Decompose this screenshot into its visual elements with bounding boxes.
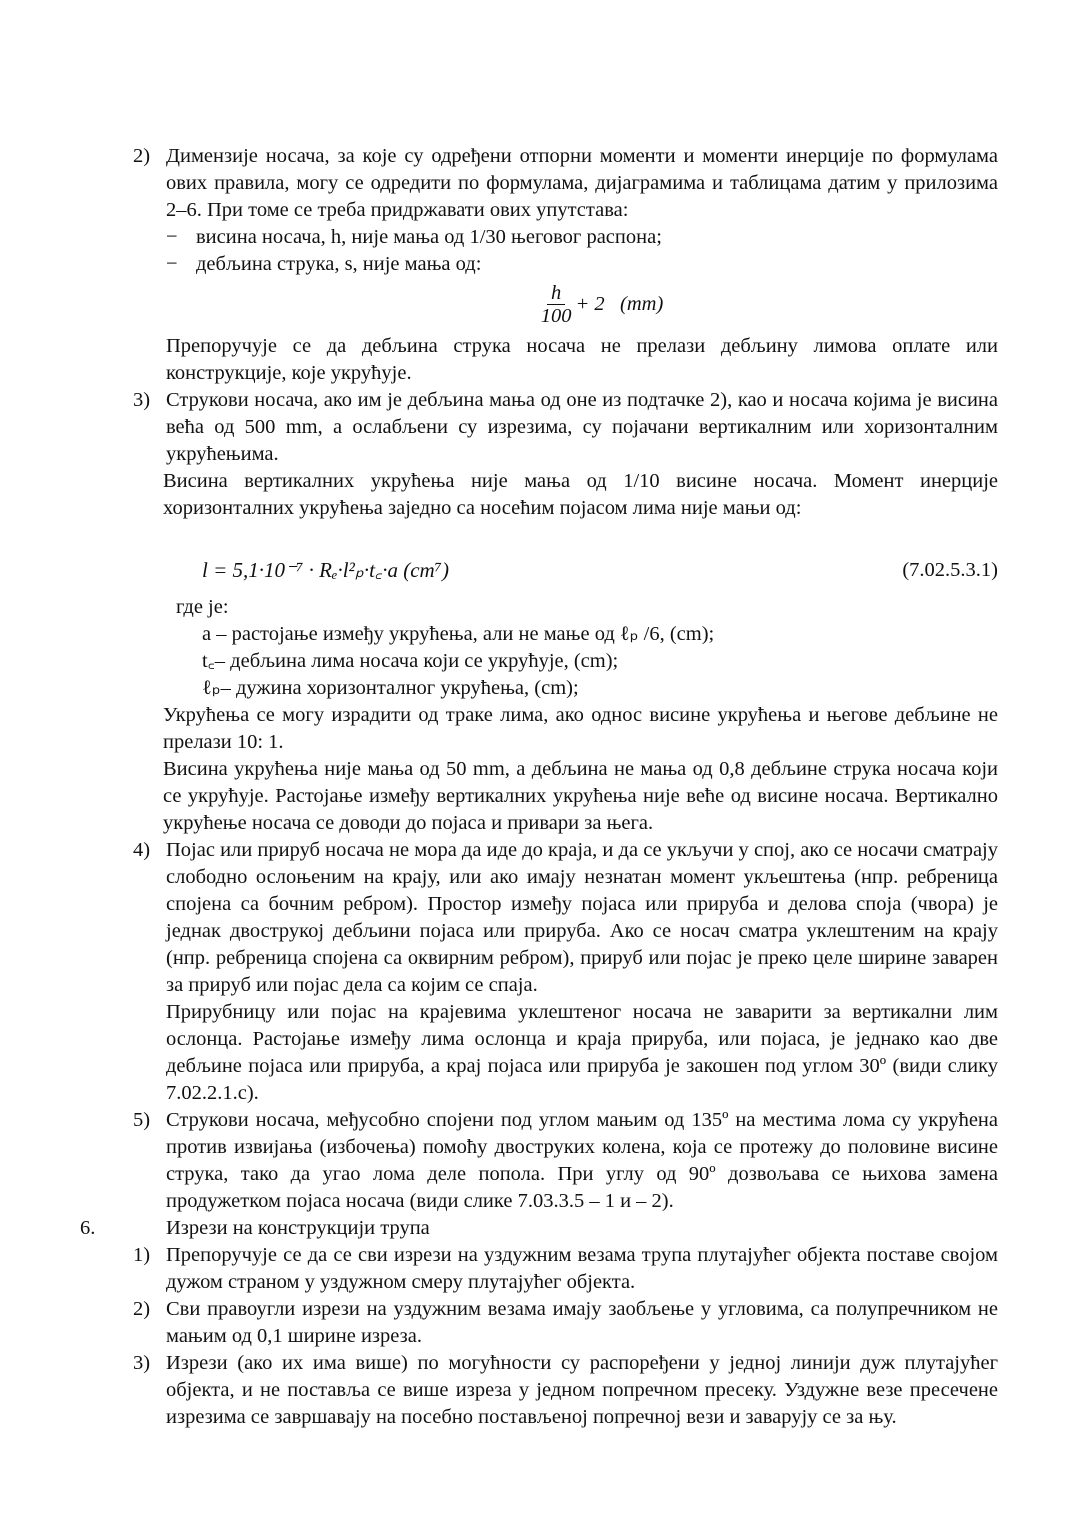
paragraph: Појас или прируб носача не мора да иде до краја, и да се укључи у спој, ако се носачи сматрају слободно ослоњеним на крају, или ако имају незнатан момент укљештења (нпр. ребреница спојена са бочним ребром). Простор између појаса или прируба и делова споја (чвора) је једнак двострукој дебљини појаса или прируба. Ако се носач сматра уклештеним на крају (нпр. ребреница спојена са оквирним ребром), прируб или појас је преко целе ширине заварен за прируб или појас дела са којим се спаја. [166,839,998,996]
definition: ℓₚ– дужина хоризонталног укрућења, (cm); [202,677,579,699]
formula-h-100: h 100 + 2 (mm) [540,282,664,327]
item-number: 2) [133,145,151,167]
paragraph: Висина укрућења није мања од 50 mm, а дебљина не мања од 0,8 дебљине струка носача који се укрућује. Растојање између вертикалних укрућења није веће од висине носача. Вертикално укрућење носача се доводи до појаса и привари за њега. [163,758,998,834]
item-2 [133,143,998,387]
section-number: 6. [80,1217,96,1239]
section-title: Изрези на конструкцији трупа [166,1217,430,1239]
item-5 [133,1107,998,1215]
section-6-item-3: 3) Изрези (ако их има више) по могућности су распоређени у једној линији дуж плутајућег објекта, и не поставља се више изреза у једном попречном пресеку. Уздужне везе пресечене изрезима се завршавају на посебно постављеној попречној вези и заварују се за њу. [166,1350,998,1431]
formula-number: (7.02.5.3.1) [902,558,998,581]
section-6-item-1: 1) Препоручује се да се сви изрези на уздужним везама трупа плутајућег објекта поставе својом дужом страном у уздужном смеру плутајућег објекта. [166,1242,998,1296]
paragraph: Укрућења се могу израдити од траке лима, ако однос висине укрућења и његове дебљине не прелази 10: 1. [163,704,998,753]
item-3 [133,387,998,837]
formula-7-02-5-3-1: l = 5,1·10⁻⁷ · Rₑ·l²ₚ·t꜀·a (cm⁷) (7.02.5.3.1) [202,557,998,582]
paragraph: Препоручује се да дебљина струка носача не прелази дебљину лимова оплате или конструкције, које укрућује. [166,335,998,384]
definition: t꜀– дебљина лима носача који се укрућује, (cm); [202,650,619,672]
paragraph: Прирубницу или појас на крајевима уклештеног носача не заварити за вертикални лим ослонца. Растојање између лима ослонца и краја прируба, или појаса, је једнако као две дебљине појаса или прируба, а крај појаса или прируба је закошен под углом 30º (види слику 7.02.2.1.с). [166,1001,998,1104]
section-6-item-2: 2) Сви правоугли изрези на уздужним везама имају заобљење у угловима, са полупречником не мањим од 0,1 ширине изреза. [166,1296,998,1350]
paragraph: Висина вертикалних укрућења није мања од 1/10 висине носача. Момент инерције хоризонталних укрућења заједно са носећим појасом лима није мањи од: [163,470,998,519]
paragraph: Струкови носача, међусобно спојени под углом мањим од 135º на местима лома су укрућена против извијања (избочења) помоћу двоструких колена, која се протежу до половине висине струка, тако да угао лома деле попола. При углу од 90º дозвољава се њихова замена продужетком појаса носача (види слике 7.03.3.5 – 1 и – 2). [166,1109,998,1212]
paragraph: Димензије носача, за које су одређени отпорни моменти и моменти инерције по формулама ових правила, могу се одредити по формулама, дијаграмима и таблицама датим у прилозима 2–6. При томе се треба придржавати ових упутстава: [166,145,998,221]
paragraph: Сви правоугли изрези на уздужним везама имају заобљење у угловима, са полупречником не мањим од 0,1 ширине изреза. [166,1298,998,1347]
item-number: 3) [133,389,151,411]
document-page [0,143,1090,1431]
section-6 [80,1215,998,1242]
paragraph: Струкови носача, ако им је дебљина мања од оне из подтачке 2), као и носача којима је висина већа од 500 mm, а ослабљени су изрезима, су појачани вертикалним или хоризонталним укрућењима. [166,389,998,465]
item-4 [133,837,998,1107]
where-label: где је: [176,596,229,618]
definition: a – растојање између укрућења, али не мање од ℓₚ /6, (cm); [202,623,715,645]
item-number: 5) [133,1109,151,1131]
dash-item: − дебљина струка, s, није мања од: [166,253,482,275]
paragraph: Препоручује се да се сви изрези на уздужним везама трупа плутајућег објекта поставе својом дужом страном у уздужном смеру плутајућег објекта. [166,1244,998,1293]
item-number: 4) [133,839,151,861]
dash-item: − висина носача, h, није мања од 1/30 његовог распона; [166,226,662,248]
paragraph: Изрези (ако их има више) по могућности су распоређени у једној линији дуж плутајућег објекта, и не поставља се више изреза у једном попречном пресеку. Уздужне везе пресечене изрезима се завршавају на посебно постављеној попречној вези и заварују се за њу. [166,1352,998,1428]
